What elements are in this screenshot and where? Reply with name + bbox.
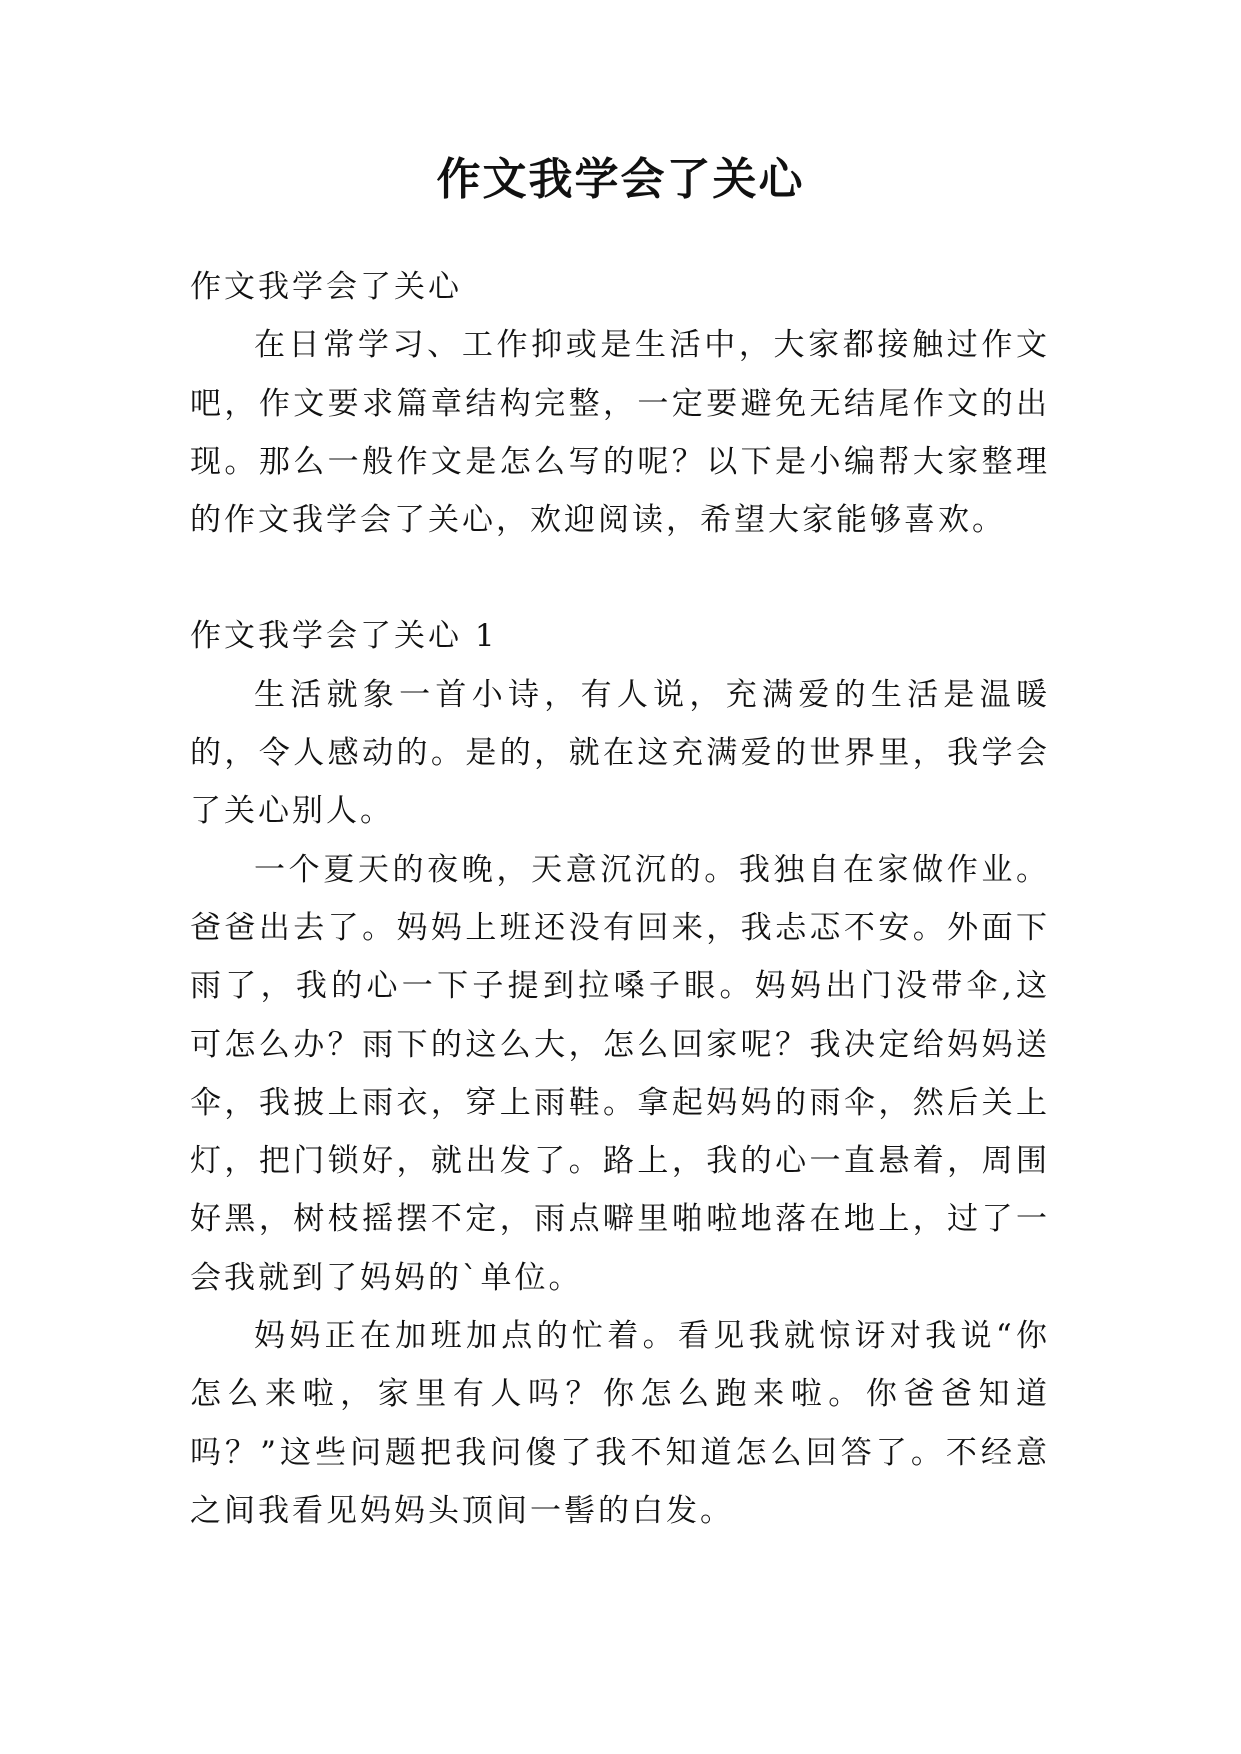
subtitle: 作文我学会了关心 [190, 269, 462, 305]
body-paragraph-3: 妈妈正在加班加点的忙着。看见我就惊讶对我说“你怎么来啦，家里有人吗？你怎么跑来啦。你爸爸知道吗？”这些问题把我问傻了我不知道怎么回答了。不经意之间我看见妈妈头顶间一髻的白发。 [190, 1318, 1050, 1529]
document-body [190, 258, 1050, 1540]
body-paragraph-1: 生活就象一首小诗，有人说，充满爱的生活是温暖的，令人感动的。是的，就在这充满爱的世界里，我学会了关心别人。 [190, 676, 1050, 830]
body-paragraph-2: 一个夏天的夜晚，天意沉沉的。我独自在家做作业。爸爸出去了。妈妈上班还没有回来，我忐忑不安。外面下雨了，我的心一下子提到拉嗓子眼。妈妈出门没带伞,这可怎么办？雨下的这么大，怎么回家呢？我决定给妈妈送伞，我披上雨衣，穿上雨鞋。拿起妈妈的雨伞，然后关上灯，把门锁好，就出发了。路上，我的心一直悬着，周围好黑，树枝摇摆不定，雨点噼里啪啦地落在地上，过了一会我就到了妈妈的`单位。 [190, 851, 1050, 1296]
page-title: 作文我学会了关心 [436, 154, 805, 205]
section-heading: 作文我学会了关心 1 [190, 618, 498, 655]
paragraph-spacer [190, 549, 1050, 607]
intro-paragraph: 在日常学习、工作抑或是生活中，大家都接触过作文吧，作文要求篇章结构完整，一定要避免无结尾作文的出现。那么一般作文是怎么写的呢？以下是小编帮大家整理的作文我学会了关心，欢迎阅读，希望大家能够喜欢。 [190, 327, 1050, 539]
